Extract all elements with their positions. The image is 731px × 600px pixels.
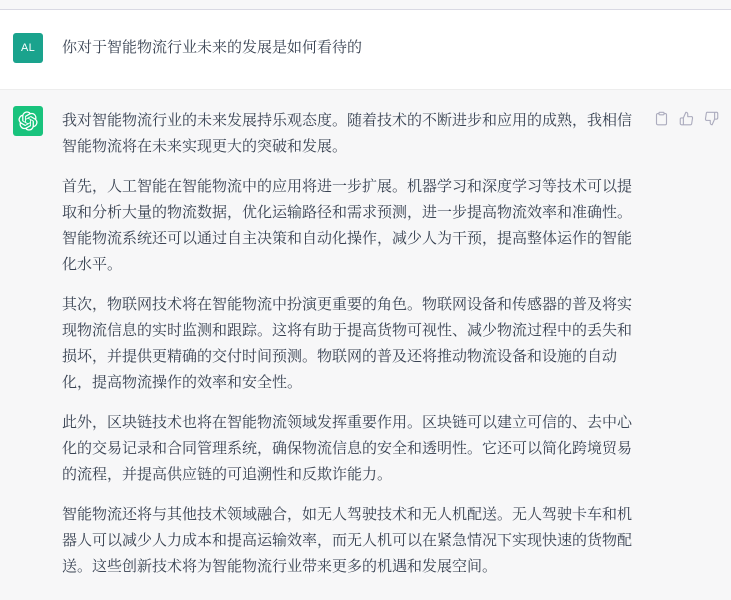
clipboard-icon [654, 111, 669, 126]
thumbs-down-icon [704, 111, 719, 126]
openai-logo-icon [18, 111, 38, 131]
assistant-paragraph: 首先，人工智能在智能物流中的应用将进一步扩展。机器学习和深度学习等技术可以提取和分析大量的物流数据，优化运输路径和需求预测，进一步提高物流效率和准确性。智能物流系统还可以通过自主决策和自动化操作，减少人为干预，提高整体运作的智能化水平。 [62, 178, 633, 273]
thumbs-up-button[interactable] [678, 110, 694, 126]
copy-button[interactable] [653, 110, 669, 126]
user-message-text: 你对于智能物流行业未来的发展是如何看待的 [62, 39, 363, 56]
assistant-paragraph: 此外，区块链技术也将在智能物流领域发挥重要作用。区块链可以建立可信的、去中心化的交易记录和合同管理系统，确保物流信息的安全和透明性。它还可以简化跨境贸易的流程，并提高供应链的可追溯性和反欺诈能力。 [62, 414, 633, 483]
thumbs-down-button[interactable] [703, 110, 719, 126]
user-avatar-initials: AL [20, 41, 36, 54]
assistant-paragraph: 其次，物联网技术将在智能物流中扮演更重要的角色。物联网设备和传感器的普及将实现物流信息的实时监测和跟踪。这将有助于提高货物可视性、减少物流过程中的丢失和损坏，并提供更精确的交付时间预测。物联网的普及还将推动物流设备和设施的自动化，提高物流操作的效率和安全性。 [62, 296, 633, 391]
message-actions [653, 106, 719, 126]
user-message [0, 10, 731, 90]
thumbs-up-icon [679, 111, 694, 126]
assistant-message-text [62, 106, 634, 580]
assistant-message [0, 90, 731, 600]
assistant-paragraph: 智能物流还将与其他技术领域融合，如无人驾驶技术和无人机配送。无人驾驶卡车和机器人可以减少人力成本和提高运输效率，而无人机可以在紧急情况下实现快速的货物配送。这些创新技术将为智能物流行业带来更多的机遇和发展空间。 [62, 506, 633, 575]
previous-message-remnant [0, 0, 731, 10]
user-avatar [13, 33, 43, 63]
assistant-avatar [13, 106, 43, 136]
assistant-paragraph: 我对智能物流行业的未来发展持乐观态度。随着技术的不断进步和应用的成熟，我相信智能物流将在未来实现更大的突破和发展。 [62, 112, 633, 155]
